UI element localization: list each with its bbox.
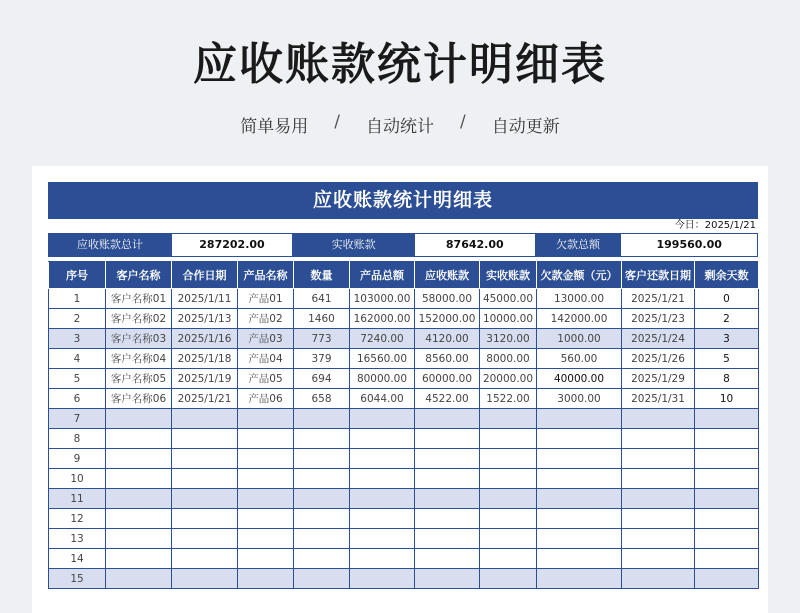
table-cell[interactable]: 45000.00	[480, 289, 537, 309]
table-cell[interactable]	[172, 529, 238, 549]
table-row	[49, 449, 759, 469]
column-header: 实收账款	[480, 262, 537, 289]
table-cell[interactable]: 60000.00	[415, 369, 480, 389]
table-cell[interactable]	[622, 469, 695, 489]
table-cell[interactable]: 8000.00	[480, 349, 537, 369]
table-cell[interactable]: 7240.00	[350, 329, 415, 349]
table-cell[interactable]	[106, 509, 172, 529]
table-cell[interactable]	[415, 529, 480, 549]
table-cell[interactable]	[350, 429, 415, 449]
table-row	[49, 409, 759, 429]
table-cell[interactable]	[480, 489, 537, 509]
feature-tag: 自动更新	[491, 117, 560, 137]
table-cell[interactable]: 1522.00	[480, 389, 537, 409]
table-cell[interactable]	[537, 509, 622, 529]
table-cell[interactable]: 2025/1/23	[622, 309, 695, 329]
table-cell[interactable]: 103000.00	[350, 289, 415, 309]
table-cell[interactable]: 58000.00	[415, 289, 480, 309]
table-cell[interactable]	[622, 569, 695, 589]
table-cell[interactable]	[294, 409, 350, 429]
table-cell[interactable]: 10	[695, 389, 759, 409]
summary-bar	[48, 233, 758, 257]
table-cell[interactable]	[294, 569, 350, 589]
table-cell[interactable]	[537, 549, 622, 569]
table-cell[interactable]	[480, 449, 537, 469]
table-cell[interactable]	[695, 529, 759, 549]
today-date	[48, 219, 758, 233]
table-cell[interactable]: 2025/1/18	[172, 349, 238, 369]
column-header: 产品总额	[350, 262, 415, 289]
table-cell[interactable]: 14	[49, 549, 106, 569]
table-cell[interactable]	[695, 509, 759, 529]
table-cell[interactable]	[622, 549, 695, 569]
table-cell[interactable]: 9	[49, 449, 106, 469]
table-cell[interactable]: 142000.00	[537, 309, 622, 329]
table-cell[interactable]	[350, 549, 415, 569]
table-row	[49, 289, 759, 309]
table-cell[interactable]: 12	[49, 509, 106, 529]
table-header-row	[49, 262, 759, 289]
table-cell[interactable]	[537, 489, 622, 509]
tag-separator: /	[460, 112, 466, 132]
table-cell[interactable]: 3	[695, 329, 759, 349]
table-cell[interactable]	[350, 409, 415, 429]
table-row	[49, 429, 759, 449]
table-cell[interactable]: 2	[695, 309, 759, 329]
table-cell[interactable]	[622, 509, 695, 529]
table-cell[interactable]: 客户名称05	[106, 369, 172, 389]
table-cell[interactable]: 产品01	[238, 289, 294, 309]
table-cell[interactable]	[480, 549, 537, 569]
table-cell[interactable]	[537, 569, 622, 589]
column-header: 应收账款	[415, 262, 480, 289]
table-cell[interactable]	[537, 409, 622, 429]
table-cell[interactable]: 1000.00	[537, 329, 622, 349]
table-cell[interactable]	[294, 509, 350, 529]
table-row	[49, 369, 759, 389]
total-receivable-value[interactable]: 287202.00	[172, 234, 294, 256]
table-cell[interactable]: 客户名称02	[106, 309, 172, 329]
table-cell[interactable]	[350, 469, 415, 489]
table-cell[interactable]: 客户名称04	[106, 349, 172, 369]
table-cell[interactable]: 4120.00	[415, 329, 480, 349]
table-cell[interactable]: 162000.00	[350, 309, 415, 329]
table-cell[interactable]	[695, 429, 759, 449]
table-cell[interactable]	[238, 529, 294, 549]
table-cell[interactable]	[350, 509, 415, 529]
table-cell[interactable]	[238, 469, 294, 489]
table-cell[interactable]: 客户名称01	[106, 289, 172, 309]
table-cell[interactable]: 11	[49, 489, 106, 509]
column-header: 客户还款日期	[622, 262, 695, 289]
table-cell[interactable]: 8	[695, 369, 759, 389]
table-row	[49, 489, 759, 509]
table-cell[interactable]: 20000.00	[480, 369, 537, 389]
table-cell[interactable]: 产品02	[238, 309, 294, 329]
table-cell[interactable]	[480, 429, 537, 449]
table-cell[interactable]	[172, 409, 238, 429]
table-cell[interactable]: 2	[49, 309, 106, 329]
column-header: 产品名称	[238, 262, 294, 289]
table-cell[interactable]	[350, 529, 415, 549]
table-cell[interactable]	[238, 429, 294, 449]
table-cell[interactable]	[622, 529, 695, 549]
table-cell[interactable]: 4	[49, 349, 106, 369]
table-cell[interactable]: 3	[49, 329, 106, 349]
feature-tag: 简单易用	[240, 117, 309, 137]
table-cell[interactable]	[238, 449, 294, 469]
column-header: 序号	[49, 262, 106, 289]
table-cell[interactable]: 40000.00	[537, 369, 622, 389]
received-label: 实收账款	[293, 234, 415, 256]
today-label: 今日：	[674, 220, 705, 231]
today-value: 2025/1/21	[704, 220, 756, 231]
table-cell[interactable]	[106, 409, 172, 429]
table-cell[interactable]	[415, 489, 480, 509]
table-cell[interactable]: 3000.00	[537, 389, 622, 409]
total-receivable-label: 应收账款总计	[49, 234, 172, 256]
table-cell[interactable]: 6044.00	[350, 389, 415, 409]
table-cell[interactable]: 641	[294, 289, 350, 309]
table-cell[interactable]: 16560.00	[350, 349, 415, 369]
table-cell[interactable]: 5	[695, 349, 759, 369]
table-cell[interactable]: 2025/1/13	[172, 309, 238, 329]
table-cell[interactable]: 8	[49, 429, 106, 449]
table-cell[interactable]	[695, 469, 759, 489]
table-cell[interactable]	[537, 449, 622, 469]
table-cell[interactable]: 1	[49, 289, 106, 309]
table-cell[interactable]	[622, 489, 695, 509]
table-cell[interactable]: 658	[294, 389, 350, 409]
table-cell[interactable]: 3120.00	[480, 329, 537, 349]
page-title: 应收账款统计明细表	[193, 39, 607, 90]
table-cell[interactable]	[415, 569, 480, 589]
table-cell[interactable]	[415, 469, 480, 489]
table-cell[interactable]	[695, 549, 759, 569]
table-row	[49, 569, 759, 589]
table-cell[interactable]: 7	[49, 409, 106, 429]
table-cell[interactable]	[537, 469, 622, 489]
table-cell[interactable]	[480, 509, 537, 529]
table-cell[interactable]	[172, 509, 238, 529]
table-cell[interactable]	[238, 509, 294, 529]
table-cell[interactable]	[172, 469, 238, 489]
table-cell[interactable]	[622, 409, 695, 429]
table-cell[interactable]	[415, 409, 480, 429]
table-cell[interactable]	[480, 409, 537, 429]
table-cell[interactable]	[695, 569, 759, 589]
table-cell[interactable]	[238, 549, 294, 569]
table-cell[interactable]: 2025/1/21	[622, 289, 695, 309]
table-cell[interactable]: 2025/1/29	[622, 369, 695, 389]
table-row	[49, 329, 759, 349]
table-cell[interactable]: 2025/1/11	[172, 289, 238, 309]
table-row	[49, 509, 759, 529]
table-cell[interactable]: 15	[49, 569, 106, 589]
table-cell[interactable]	[106, 549, 172, 569]
table-cell[interactable]	[695, 489, 759, 509]
table-cell[interactable]: 694	[294, 369, 350, 389]
table-cell[interactable]	[106, 569, 172, 589]
table-cell[interactable]: 4522.00	[415, 389, 480, 409]
table-row	[49, 309, 759, 329]
table-cell[interactable]	[172, 569, 238, 589]
table-cell[interactable]	[622, 449, 695, 469]
owed-total-value[interactable]: 199560.00	[621, 234, 757, 256]
table-cell[interactable]	[480, 569, 537, 589]
table-cell[interactable]: 80000.00	[350, 369, 415, 389]
table-cell[interactable]	[294, 429, 350, 449]
owed-total-label: 欠款总额	[536, 234, 622, 256]
sheet-title-banner: 应收账款统计明细表	[48, 182, 758, 219]
table-cell[interactable]: 0	[695, 289, 759, 309]
table-cell[interactable]	[695, 409, 759, 429]
table-cell[interactable]: 2025/1/26	[622, 349, 695, 369]
table-cell[interactable]	[106, 449, 172, 469]
received-value[interactable]: 87642.00	[415, 234, 536, 256]
table-cell[interactable]: 10000.00	[480, 309, 537, 329]
table-cell[interactable]: 产品05	[238, 369, 294, 389]
feature-tags	[0, 112, 800, 137]
table-cell[interactable]	[415, 429, 480, 449]
table-cell[interactable]	[238, 489, 294, 509]
table-cell[interactable]	[294, 489, 350, 509]
table-cell[interactable]: 560.00	[537, 349, 622, 369]
table-row	[49, 529, 759, 549]
table-cell[interactable]	[238, 409, 294, 429]
table-cell[interactable]	[294, 449, 350, 469]
table-cell[interactable]: 产品06	[238, 389, 294, 409]
table-cell[interactable]: 10	[49, 469, 106, 489]
table-cell[interactable]	[350, 489, 415, 509]
table-cell[interactable]: 8560.00	[415, 349, 480, 369]
table-cell[interactable]	[350, 449, 415, 469]
table-cell[interactable]: 产品04	[238, 349, 294, 369]
tag-separator: /	[334, 112, 340, 132]
table-cell[interactable]	[172, 549, 238, 569]
table-cell[interactable]	[537, 429, 622, 449]
table-cell[interactable]	[172, 449, 238, 469]
table-row	[49, 389, 759, 409]
table-cell[interactable]	[622, 429, 695, 449]
table-cell[interactable]	[172, 489, 238, 509]
table-cell[interactable]: 2025/1/21	[172, 389, 238, 409]
table-row	[49, 549, 759, 569]
column-header: 客户名称	[106, 262, 172, 289]
table-cell[interactable]	[480, 529, 537, 549]
table-cell[interactable]: 1460	[294, 309, 350, 329]
table-cell[interactable]	[294, 529, 350, 549]
table-row	[49, 349, 759, 369]
table-row	[49, 469, 759, 489]
table-cell[interactable]: 13	[49, 529, 106, 549]
table-cell[interactable]	[415, 449, 480, 469]
table-cell[interactable]	[415, 509, 480, 529]
feature-tag: 自动统计	[366, 117, 434, 137]
table-cell[interactable]: 2025/1/24	[622, 329, 695, 349]
table-cell[interactable]	[106, 489, 172, 509]
spreadsheet-preview	[32, 166, 768, 613]
table-cell[interactable]	[238, 569, 294, 589]
table-cell[interactable]: 773	[294, 329, 350, 349]
table-cell[interactable]	[106, 429, 172, 449]
table-cell[interactable]: 2025/1/16	[172, 329, 238, 349]
table-cell[interactable]: 13000.00	[537, 289, 622, 309]
table-cell[interactable]: 产品03	[238, 329, 294, 349]
table-cell[interactable]	[480, 469, 537, 489]
table-cell[interactable]: 152000.00	[415, 309, 480, 329]
table-cell[interactable]	[695, 449, 759, 469]
table-cell[interactable]	[537, 529, 622, 549]
table-cell[interactable]	[172, 429, 238, 449]
table-cell[interactable]	[106, 469, 172, 489]
table-cell[interactable]	[294, 469, 350, 489]
table-cell[interactable]: 5	[49, 369, 106, 389]
table-cell[interactable]	[415, 549, 480, 569]
column-header: 数量	[294, 262, 350, 289]
table-cell[interactable]: 客户名称03	[106, 329, 172, 349]
column-header: 合作日期	[172, 262, 238, 289]
table-cell[interactable]	[106, 529, 172, 549]
table-cell[interactable]	[294, 549, 350, 569]
table-cell[interactable]: 2025/1/31	[622, 389, 695, 409]
column-header: 欠款金额（元）	[537, 262, 622, 289]
table-cell[interactable]: 客户名称06	[106, 389, 172, 409]
table-cell[interactable]: 2025/1/19	[172, 369, 238, 389]
table-cell[interactable]: 6	[49, 389, 106, 409]
column-header: 剩余天数	[695, 262, 759, 289]
table-cell[interactable]: 379	[294, 349, 350, 369]
table-cell[interactable]	[350, 569, 415, 589]
receivables-table	[48, 261, 759, 589]
